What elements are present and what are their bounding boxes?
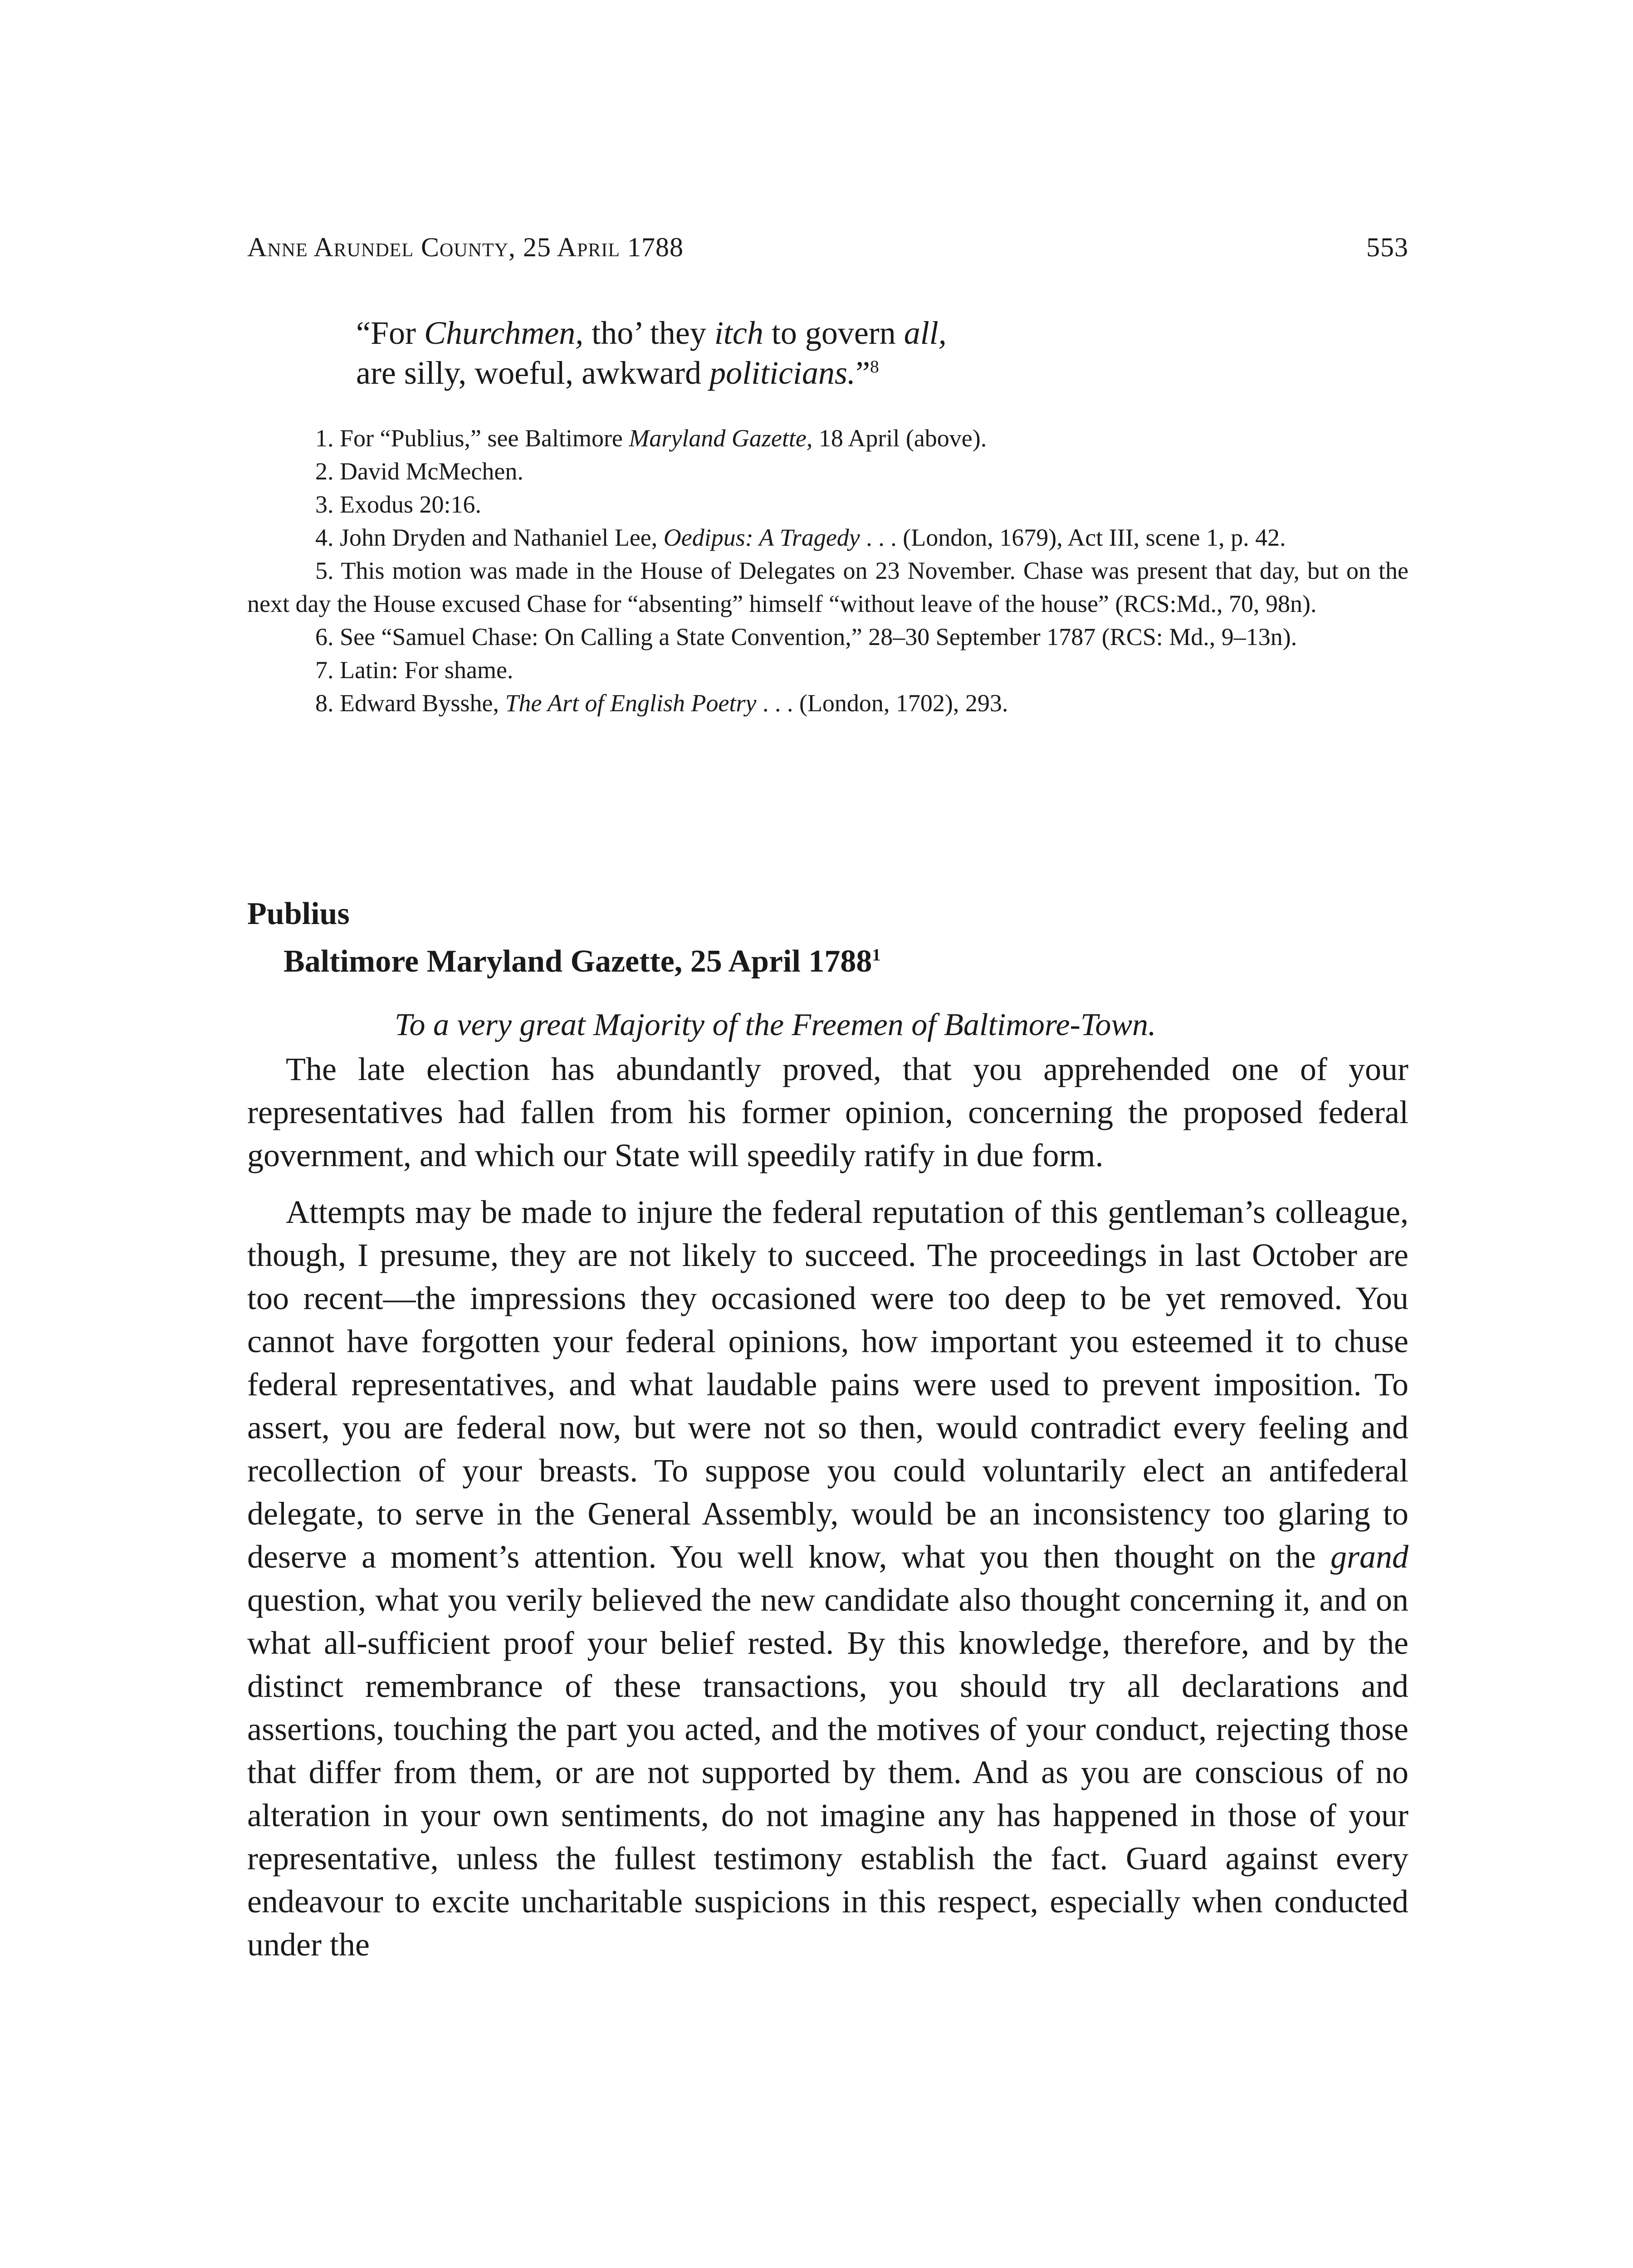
verse-text: “For — [356, 315, 424, 351]
paragraph-italic: grand — [1330, 1539, 1408, 1575]
page-number: 553 — [1366, 232, 1408, 262]
footnote-text: . . . (London, 1702), 293. — [756, 689, 1008, 717]
footnote-6: 6. See “Samuel Chase: On Calling a State Convention,” 28–30 September 1787 (RCS: Md., 9–13n). — [315, 623, 1297, 650]
article-source-heading — [284, 941, 881, 982]
verse-text: ” — [856, 355, 870, 391]
verse-text: to govern — [763, 315, 904, 351]
article-paragraph-2 — [247, 1191, 1408, 1966]
paragraph-text: question, what you verily believed the new candidate also thought concerning it, and on what all-sufficient proof your belief rested. By this knowledge, therefore, and by the distinct remembrance of these transactions, you should try all declarations and assertions, touching the part you acted, and the motives of your conduct, rejecting those that differ from them, or are not supported by them. And as you are conscious of no alteration in your own sentiments, do not imagine any has happened in those of your representative, unless the fullest testimony establish the fact. Guard against every endeavour to excite uncharitable suspicions in this respect, especially when conducted under the — [247, 1582, 1408, 1963]
footnote-italic: The Art of English Poetry — [505, 689, 757, 717]
running-head — [247, 227, 1408, 268]
running-head-title: Anne Arundel County, 25 April 1788 — [247, 232, 684, 262]
article-body — [247, 1048, 1408, 1966]
footnote-text: 8. Edward Bysshe, — [315, 689, 505, 717]
footnote-text: . . . (London, 1679), Act III, scene 1, p. 42. — [860, 524, 1286, 551]
verse-quotation — [356, 313, 1399, 393]
verse-line-1 — [356, 313, 1399, 353]
footnote-3: 3. Exodus 20:16. — [315, 491, 482, 518]
footnotes — [247, 422, 1408, 720]
footnote-text: 4. John Dryden and Nathaniel Lee, — [315, 524, 664, 551]
footnote-reference: 8 — [870, 357, 879, 376]
footnote-italic: Oedipus: A Tragedy — [663, 524, 860, 551]
footnote-1 — [247, 422, 1408, 455]
footnote-2: 2. David McMechen. — [315, 458, 523, 485]
verse-line-2 — [356, 353, 1399, 393]
footnote-text: 1. For “Publius,” see Baltimore — [315, 425, 629, 452]
footnote-5: 5. This motion was made in the House of Delegates on 23 November. Chase was present that day, but on the next day the House excused Chase for “absenting” himself “without leave of the house” (RCS:Md., 70, 98n). — [247, 557, 1408, 617]
article-author-heading: Publius — [247, 896, 350, 931]
footnote-reference: 1 — [872, 945, 881, 965]
verse-text: tho’ they — [583, 315, 714, 351]
verse-italic: Churchmen, — [424, 315, 584, 351]
footnote-7: 7. Latin: For shame. — [315, 656, 513, 684]
verse-italic: politicians. — [709, 355, 856, 391]
verse-text: are silly, woeful, awkward — [356, 355, 710, 391]
article-salutation: To a very great Majority of the Freemen of Baltimore-Town. — [395, 1007, 1156, 1042]
footnote-4 — [247, 521, 1408, 554]
footnote-italic: Maryland Gazette, — [629, 425, 813, 452]
verse-italic: itch — [714, 315, 763, 351]
article-source-text: Baltimore Maryland Gazette, 25 April 1788 — [284, 944, 872, 979]
verse-italic: all, — [904, 315, 947, 351]
footnote-8 — [247, 687, 1408, 720]
footnote-text: 18 April (above). — [812, 425, 987, 452]
article-paragraph-1: The late election has abundantly proved, that you apprehended one of your representatives had fallen from his former opinion, concerning the proposed federal government, and which our State will speedily ratify in due form. — [247, 1051, 1408, 1173]
paragraph-text: Attempts may be made to injure the federal reputation of this gentleman’s colleague, though, I presume, they are not likely to succeed. The proceedings in last October are too recent—the impressions they occasioned were too deep to be yet removed. You cannot have forgotten your federal opinions, how important you esteemed it to chuse federal representatives, and what laudable pains were used to prevent imposition. To assert, you are federal now, but were not so then, would contradict every feeling and recollection of your breasts. To suppose you could voluntarily elect an antifederal delegate, to serve in the General Assembly, would be an inconsistency too glaring to deserve a moment’s attention. You well know, what you then thought on the — [247, 1194, 1408, 1575]
